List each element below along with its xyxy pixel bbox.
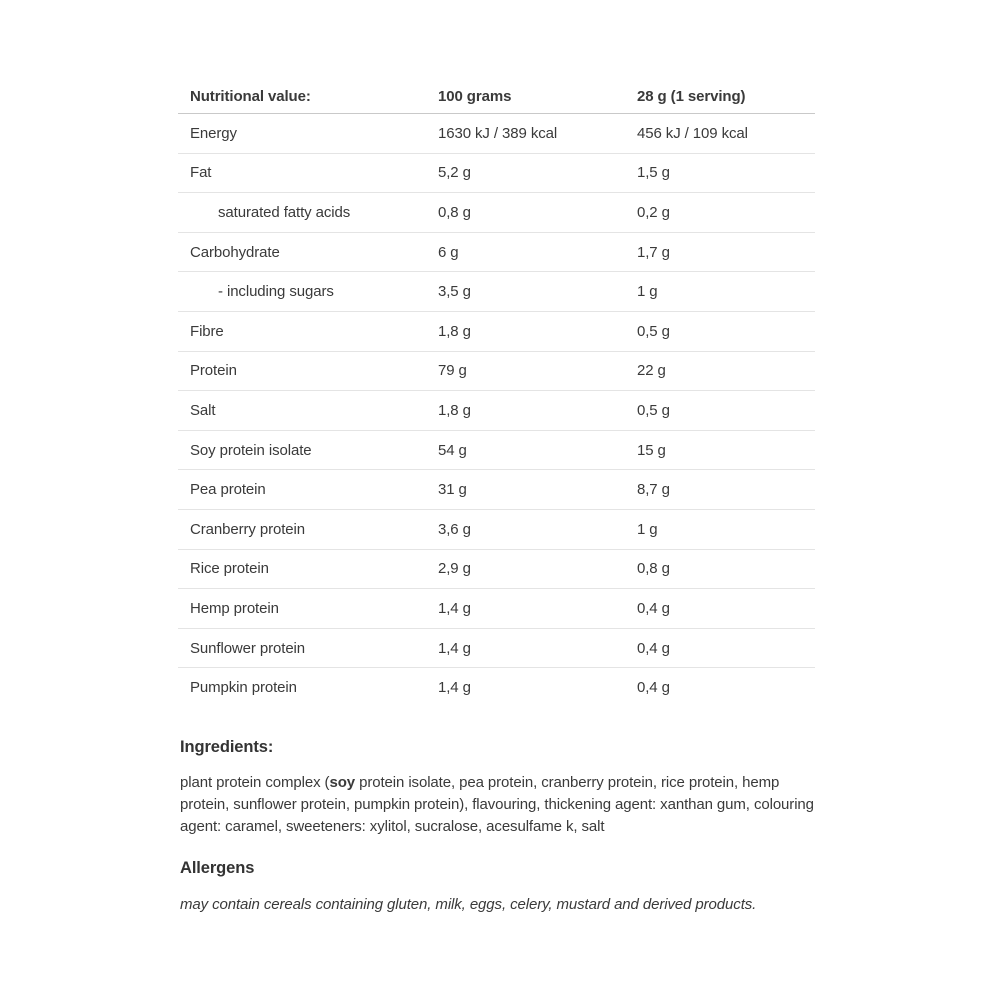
nutrient-label: Protein [190, 362, 237, 380]
nutrient-label: Pea protein [190, 481, 266, 499]
value-per-100g: 79 g [438, 362, 467, 380]
table-row [178, 550, 815, 590]
value-per-serving: 1 g [637, 283, 658, 301]
table-row [178, 114, 815, 154]
value-per-serving: 8,7 g [637, 481, 670, 499]
value-per-serving: 15 g [637, 441, 666, 459]
table-row [178, 233, 815, 273]
value-per-serving: 22 g [637, 362, 666, 380]
nutrient-label: Hemp protein [190, 599, 279, 617]
nutrient-label: Cranberry protein [190, 520, 306, 538]
table-body [178, 114, 815, 707]
nutrient-label: Salt [190, 401, 216, 419]
nutrient-label: Rice protein [190, 560, 269, 578]
value-per-100g: 1,4 g [438, 639, 471, 657]
value-per-100g: 3,6 g [438, 520, 471, 538]
table-row [178, 668, 815, 707]
allergens-heading: Allergens [180, 859, 255, 877]
value-per-serving: 0,5 g [637, 322, 670, 340]
header-per-100g: 100 grams [438, 88, 512, 105]
table-row [178, 391, 815, 431]
table-row [178, 272, 815, 312]
nutrient-label: saturated fatty acids [218, 203, 351, 221]
header-per-serving: 28 g (1 serving) [637, 88, 746, 105]
value-per-serving: 0,4 g [637, 639, 670, 657]
table-row [178, 470, 815, 510]
value-per-100g: 1630 kJ / 389 kcal [438, 124, 558, 142]
nutrient-label: Fibre [190, 322, 224, 340]
value-per-100g: 31 g [438, 481, 467, 499]
value-per-serving: 0,8 g [637, 560, 670, 578]
nutrient-label: - including sugars [218, 283, 334, 301]
table-row [178, 154, 815, 194]
value-per-100g: 3,5 g [438, 283, 471, 301]
nutrient-label: Soy protein isolate [190, 441, 312, 459]
ingredients-text-after: protein isolate, pea protein, cranberry protein, rice protein, hemp protein, sunflower protein, pumpkin protein), flavouring, thickening agent: xanthan gum, colouring agent: caramel, sweeteners: xylitol, sucralose, acesulfame k, salt [180, 774, 814, 835]
ingredients-bold-soy: soy [329, 774, 356, 791]
value-per-100g: 0,8 g [438, 203, 471, 221]
nutrient-label: Sunflower protein [190, 639, 306, 657]
value-per-100g: 1,4 g [438, 679, 471, 697]
value-per-100g: 1,8 g [438, 401, 471, 419]
value-per-100g: 1,8 g [438, 322, 471, 340]
ingredients-heading: Ingredients: [180, 738, 274, 756]
header-nutritional-value: Nutritional value: [190, 88, 311, 105]
nutrient-label: Fat [190, 164, 212, 182]
value-per-serving: 0,5 g [637, 401, 670, 419]
table-row [178, 431, 815, 471]
value-per-100g: 2,9 g [438, 560, 471, 578]
value-per-100g: 1,4 g [438, 599, 471, 617]
table-row [178, 312, 815, 352]
table-header-row [178, 80, 815, 114]
ingredients-text-before: plant protein complex ( [180, 774, 330, 791]
value-per-serving: 1 g [637, 520, 658, 538]
value-per-serving: 0,4 g [637, 599, 670, 617]
table-row [178, 629, 815, 669]
nutrition-table [178, 80, 815, 707]
allergens-text: may contain cereals containing gluten, milk, eggs, celery, mustard and derived products. [180, 896, 757, 913]
table-row [178, 510, 815, 550]
table-row [178, 589, 815, 629]
table-row [178, 352, 815, 392]
nutrient-label: Carbohydrate [190, 243, 280, 261]
value-per-100g: 6 g [438, 243, 459, 261]
value-per-serving: 1,5 g [637, 164, 670, 182]
table-row [178, 193, 815, 233]
value-per-serving: 0,2 g [637, 203, 670, 221]
nutrient-label: Energy [190, 124, 237, 142]
nutrient-label: Pumpkin protein [190, 679, 297, 697]
value-per-serving: 1,7 g [637, 243, 670, 261]
value-per-serving: 0,4 g [637, 679, 670, 697]
value-per-serving: 456 kJ / 109 kcal [637, 124, 748, 142]
value-per-100g: 54 g [438, 441, 467, 459]
value-per-100g: 5,2 g [438, 164, 471, 182]
ingredients-text [180, 772, 816, 838]
